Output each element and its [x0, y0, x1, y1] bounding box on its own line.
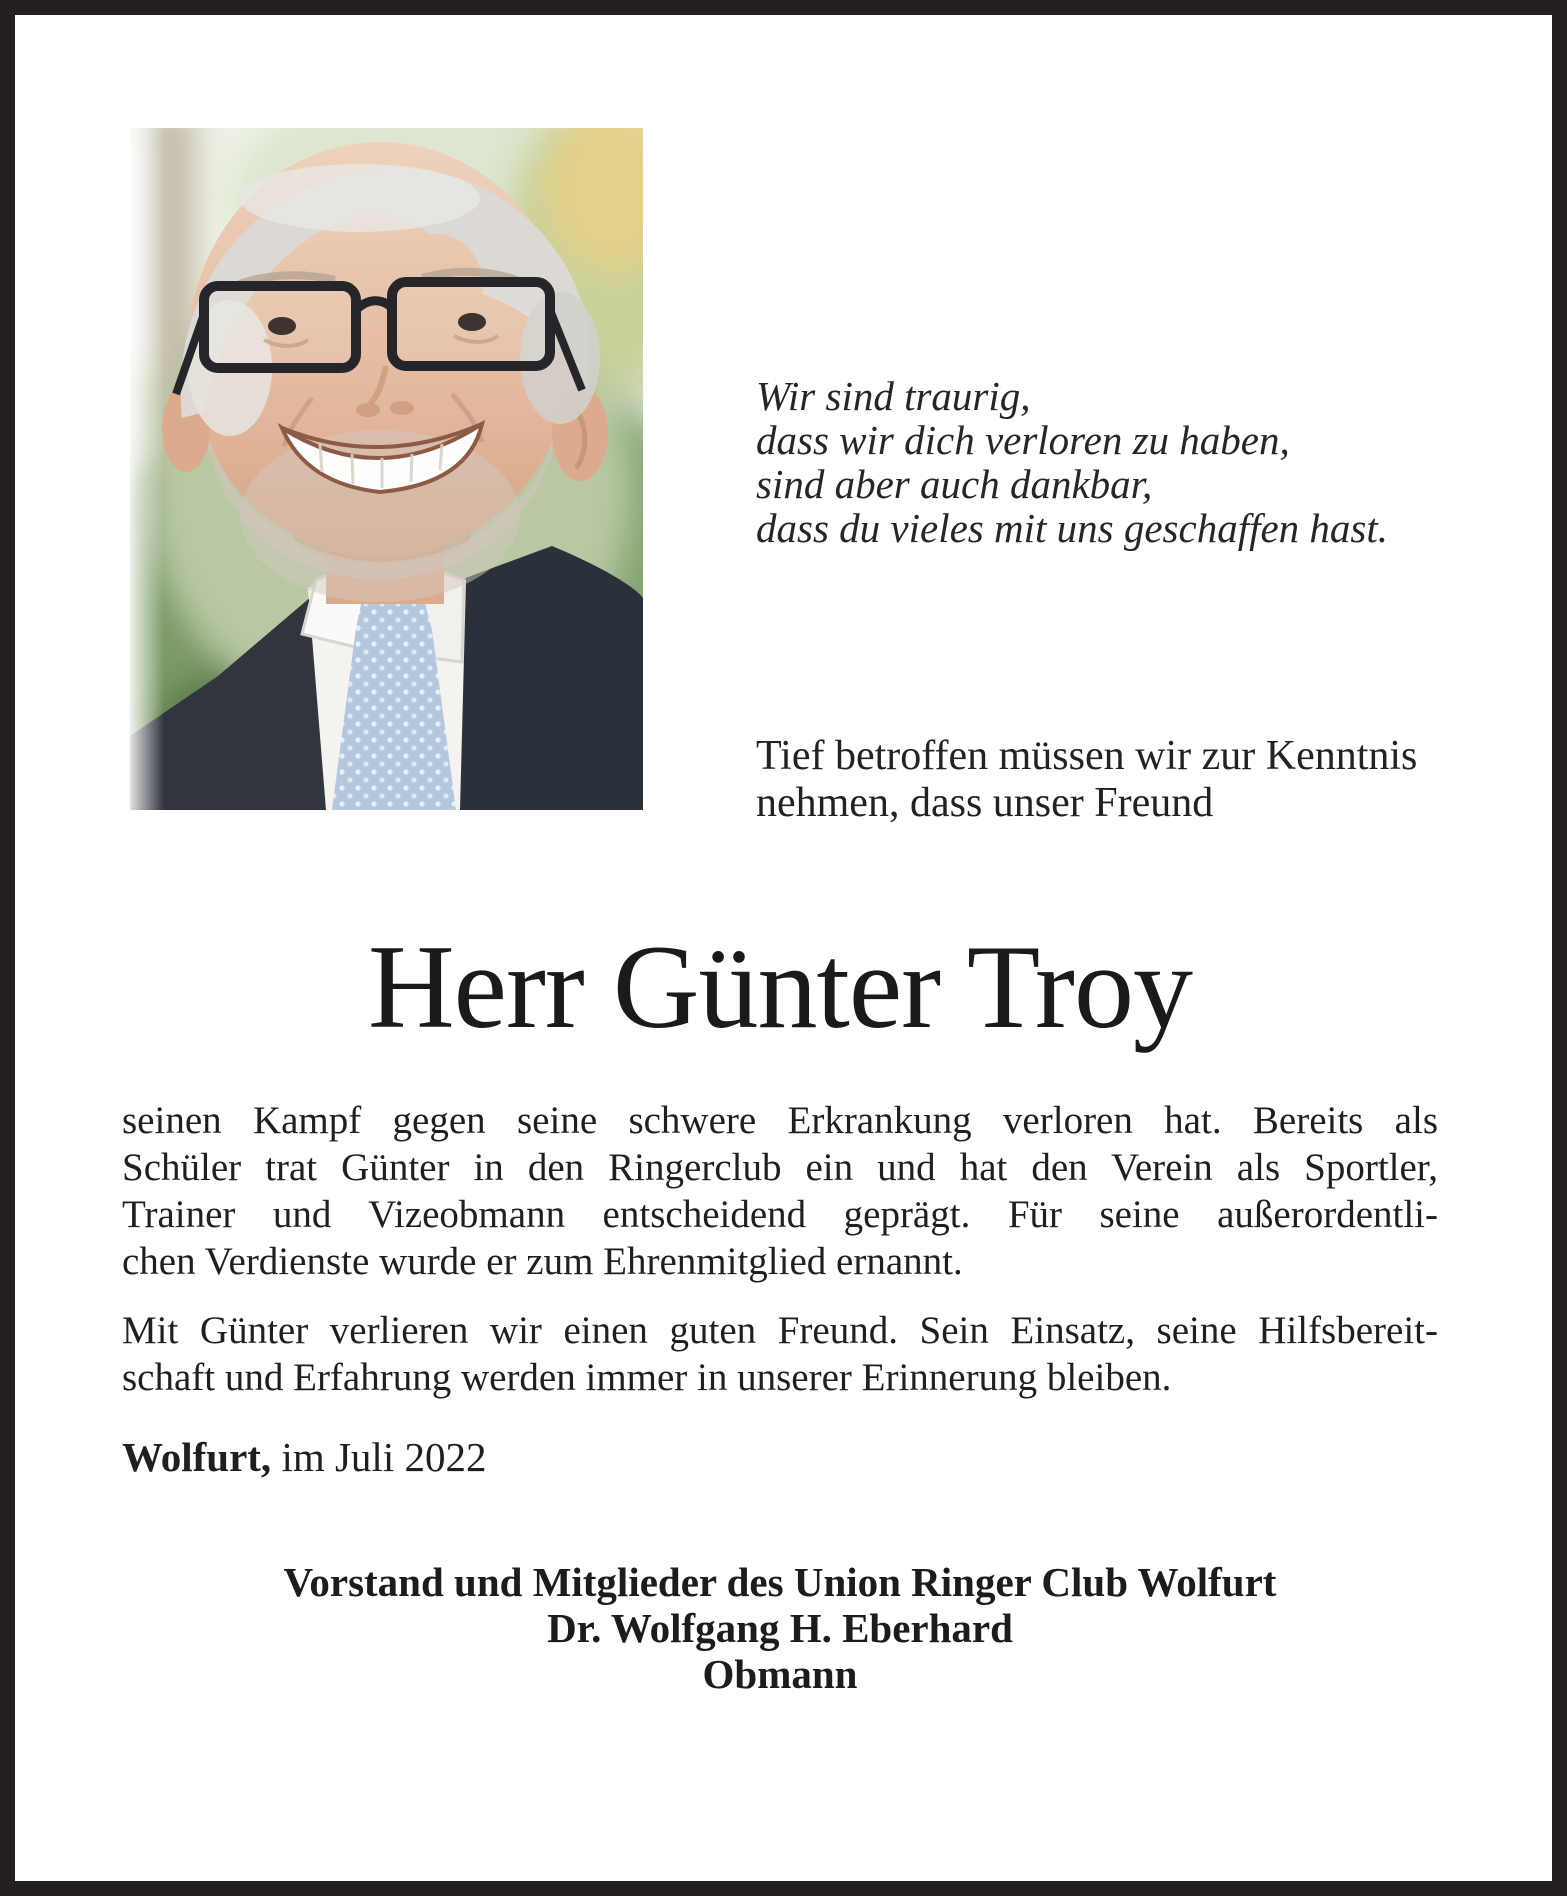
deceased-name-title: Herr Günter Troy [368, 920, 1192, 1053]
text-line: chen Verdienste wurde er zum Ehrenmitglied ernannt. [122, 1240, 963, 1283]
beard-stubble [240, 430, 520, 602]
text-line: dass du vieles mit uns geschaffen hast. [756, 505, 1389, 551]
portrait-illustration [130, 128, 643, 810]
signature-block [122, 1559, 1438, 1697]
text-line: Wir sind traurig, [756, 373, 1031, 419]
text-line: schaft und Erfahrung werden immer in unserer Erinnerung bleiben. [122, 1356, 1172, 1399]
text-line: Schüler trat Günter in den Ringerclub ein und hat den Verein als Sportler, [122, 1146, 1438, 1189]
text-line: Trainer und Vizeobmann entscheidend geprägt. Für seine außerordentli- [122, 1193, 1438, 1236]
dateline-date: im Juli 2022 [281, 1434, 487, 1480]
text-line: Mit Günter verlieren wir einen guten Freund. Sein Einsatz, seine Hilfsbereit- [122, 1309, 1438, 1352]
text-line: Dr. Wolfgang H. Eberhard [547, 1605, 1013, 1651]
obituary-paragraph-2 [122, 1307, 1438, 1401]
text-line: Tief betroffen müssen wir zur Kenntnis [756, 733, 1418, 779]
obituary-paragraph-1 [122, 1097, 1438, 1285]
right-eye [458, 313, 486, 331]
dateline-place: Wolfurt, [122, 1434, 272, 1480]
text-line: seinen Kampf gegen seine schwere Erkrankung verloren hat. Bereits als [122, 1099, 1438, 1142]
opening-verse [756, 374, 1456, 550]
portrait-photo [130, 128, 643, 810]
dateline [122, 1434, 486, 1481]
text-line: Vorstand und Mitglieder des Union Ringer Club Wolfurt [283, 1559, 1277, 1605]
intro-text [756, 733, 1466, 827]
left-eye [268, 317, 296, 335]
text-line: Obmann [702, 1651, 858, 1697]
text-line: nehmen, dass unser Freund [756, 780, 1214, 826]
text-line: sind aber auch dankbar, [756, 461, 1153, 507]
text-line: dass wir dich verloren zu haben, [756, 417, 1290, 463]
